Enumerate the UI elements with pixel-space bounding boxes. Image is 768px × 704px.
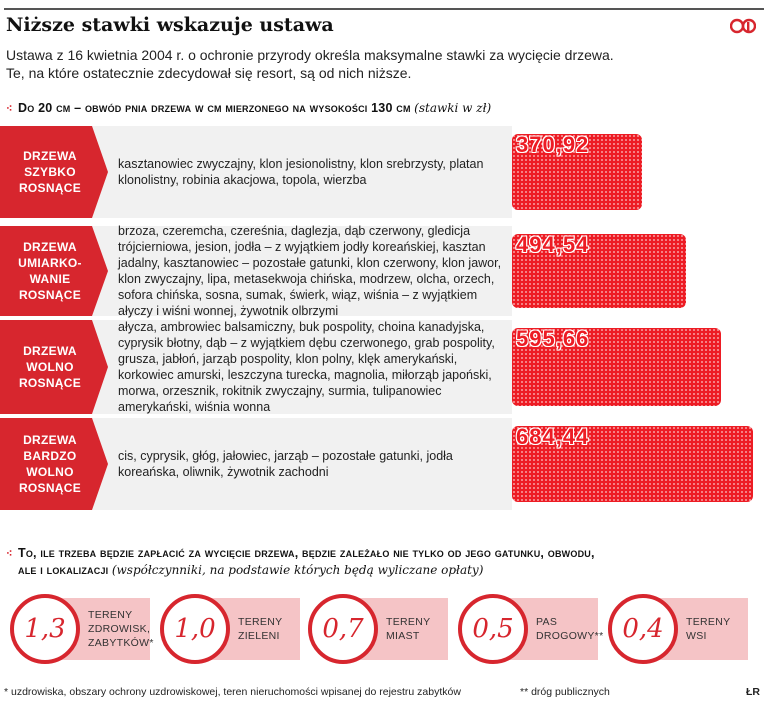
- coefficient-circle: [160, 594, 230, 664]
- intro-line-1: Ustawa z 16 kwietnia 2004 r. o ochronie przyrody określa maksymalne stawki za wycięcie drzewa.: [6, 47, 614, 63]
- bar-track: [512, 134, 758, 210]
- coefficient-circle: [458, 594, 528, 664]
- coefficient-value: 0,4: [622, 614, 664, 644]
- top-rule: [4, 8, 764, 10]
- section-1-note: (stawki w zł): [414, 101, 492, 115]
- species-list: ałycza, ambrowiec balsamiczny, buk pospolity, choina kanadyjska, cyprysik błotny, dąb – z wyjątkiem dębu czerwonego, grab pospolity, grusza, jabłoń, jarząb pospolity, klon polny, klęk amerykański, korkowiec amurski, leszczyna turecka, magnolia, miłorząb japoński, morwa, orzesznik, rokitnik zwyczajny, surmia, tulipanowiec amerykański, wiśnia wonna: [118, 320, 495, 414]
- category-label-text: DRZEWA SZYBKO ROSNĄCE: [18, 149, 82, 195]
- section-2-title-1: To, ile trzeba będzie zapłacić za wycięcie drzewa, będzie zależało nie tylko od jego gatunku, obwodu,: [18, 546, 595, 560]
- category-label: [0, 226, 110, 316]
- bar-value-label: 595,66: [516, 326, 590, 351]
- section-2-note: (współczynniki, na podstawie których będą wyliczane opłaty): [111, 563, 484, 577]
- footnote-2: ** dróg publicznych: [520, 686, 610, 698]
- section-2-title-2: ale i lokalizacji: [18, 563, 109, 577]
- chart-row: [0, 320, 768, 414]
- section-1-heading: [6, 100, 491, 117]
- bar-track: [512, 328, 758, 406]
- section-2-heading: [6, 545, 595, 578]
- chart-row: [0, 418, 768, 510]
- section-bullet-icon: ⁖: [6, 103, 13, 115]
- coefficient-label: TERENY ZDROWISK, ZABYTKÓW*: [88, 609, 154, 649]
- coefficient-value: 0,7: [322, 614, 364, 644]
- coefficient-item: [458, 598, 604, 660]
- category-label-text: DRZEWA UMIARKO- WANIE ROSNĄCE: [18, 240, 82, 302]
- chart-row: [0, 126, 768, 218]
- intro-line-2: Te, na które ostatecznie zdecydował się resort, są od nich niższe.: [6, 65, 412, 81]
- section-1-title: Do 20 cm – obwód pnia drzewa w cm mierzonego na wysokości 130 cm: [18, 101, 411, 115]
- section-bullet-icon: ⁖: [6, 548, 13, 560]
- coefficient-label: TERENY MIAST: [386, 616, 431, 642]
- coefficient-item: [308, 598, 448, 660]
- species-list: kasztanowiec zwyczajny, klon jesionolistny, klon srebrzysty, platan klonolistny, robinia akacjowa, topola, wierzba: [118, 157, 484, 187]
- coefficient-item: [160, 598, 300, 660]
- coefficient-value: 0,5: [472, 614, 514, 644]
- coefficient-circle: [308, 594, 378, 664]
- bar-value-label: 684,44: [516, 424, 590, 449]
- coefficient-label: TERENY ZIELENI: [238, 616, 283, 642]
- credit: ŁR: [746, 686, 760, 698]
- species-list: cis, cyprysik, głóg, jałowiec, jarząb – pozostałe gatunki, jodła koreańska, oliwnik, żywotnik zachodni: [118, 449, 453, 479]
- coefficient-value: 1,0: [174, 614, 216, 644]
- coefficient-circle: [10, 594, 80, 664]
- category-label: [0, 126, 110, 218]
- coefficient-circle: [608, 594, 678, 664]
- coefficient-item: [10, 598, 154, 660]
- coefficient-label: TERENY WSI: [686, 616, 731, 642]
- footnote-1: * uzdrowiska, obszary ochrony uzdrowiskowej, teren nieruchomości wpisanej do rejestru zabytków: [4, 686, 461, 698]
- category-label-text: DRZEWA BARDZO WOLNO ROSNĄCE: [18, 433, 82, 495]
- bar-value-label: 370,92: [516, 132, 590, 157]
- page-title: Niższe stawki wskazuje ustawa: [6, 14, 334, 36]
- species-list: brzoza, czeremcha, czereśnia, daglezja, dąb czerwony, gledicja trójcierniowa, jesion, jodła – z wyjątkiem jodły koreańskiej, kasztan jadalny, kasztanowiec – pozostałe gatunki, klon czerwony, klon jawor, klon zwyczajny, lipa, metasekwoja chińska, modrzew, olcha, orzech, sofora chińska, sosna, sumak, świerk, wiąz, wiśnia – z wyjątkiem ałyczy i wiśni wonnej, żywotnik olbrzymi: [118, 224, 502, 318]
- bar-track: [512, 426, 758, 502]
- category-label: [0, 418, 110, 510]
- category-label-text: DRZEWA WOLNO ROSNĄCE: [18, 344, 82, 390]
- bar-value-label: 494,54: [516, 232, 590, 257]
- coefficient-value: 1,3: [24, 614, 66, 644]
- chart-row: [0, 226, 768, 316]
- publisher-logo-icon: [730, 16, 756, 36]
- coefficient-label: PAS DROGOWY**: [536, 616, 604, 642]
- category-label: [0, 320, 110, 414]
- bar-track: [512, 234, 758, 308]
- coefficient-item: [608, 598, 748, 660]
- intro-text: [6, 46, 706, 82]
